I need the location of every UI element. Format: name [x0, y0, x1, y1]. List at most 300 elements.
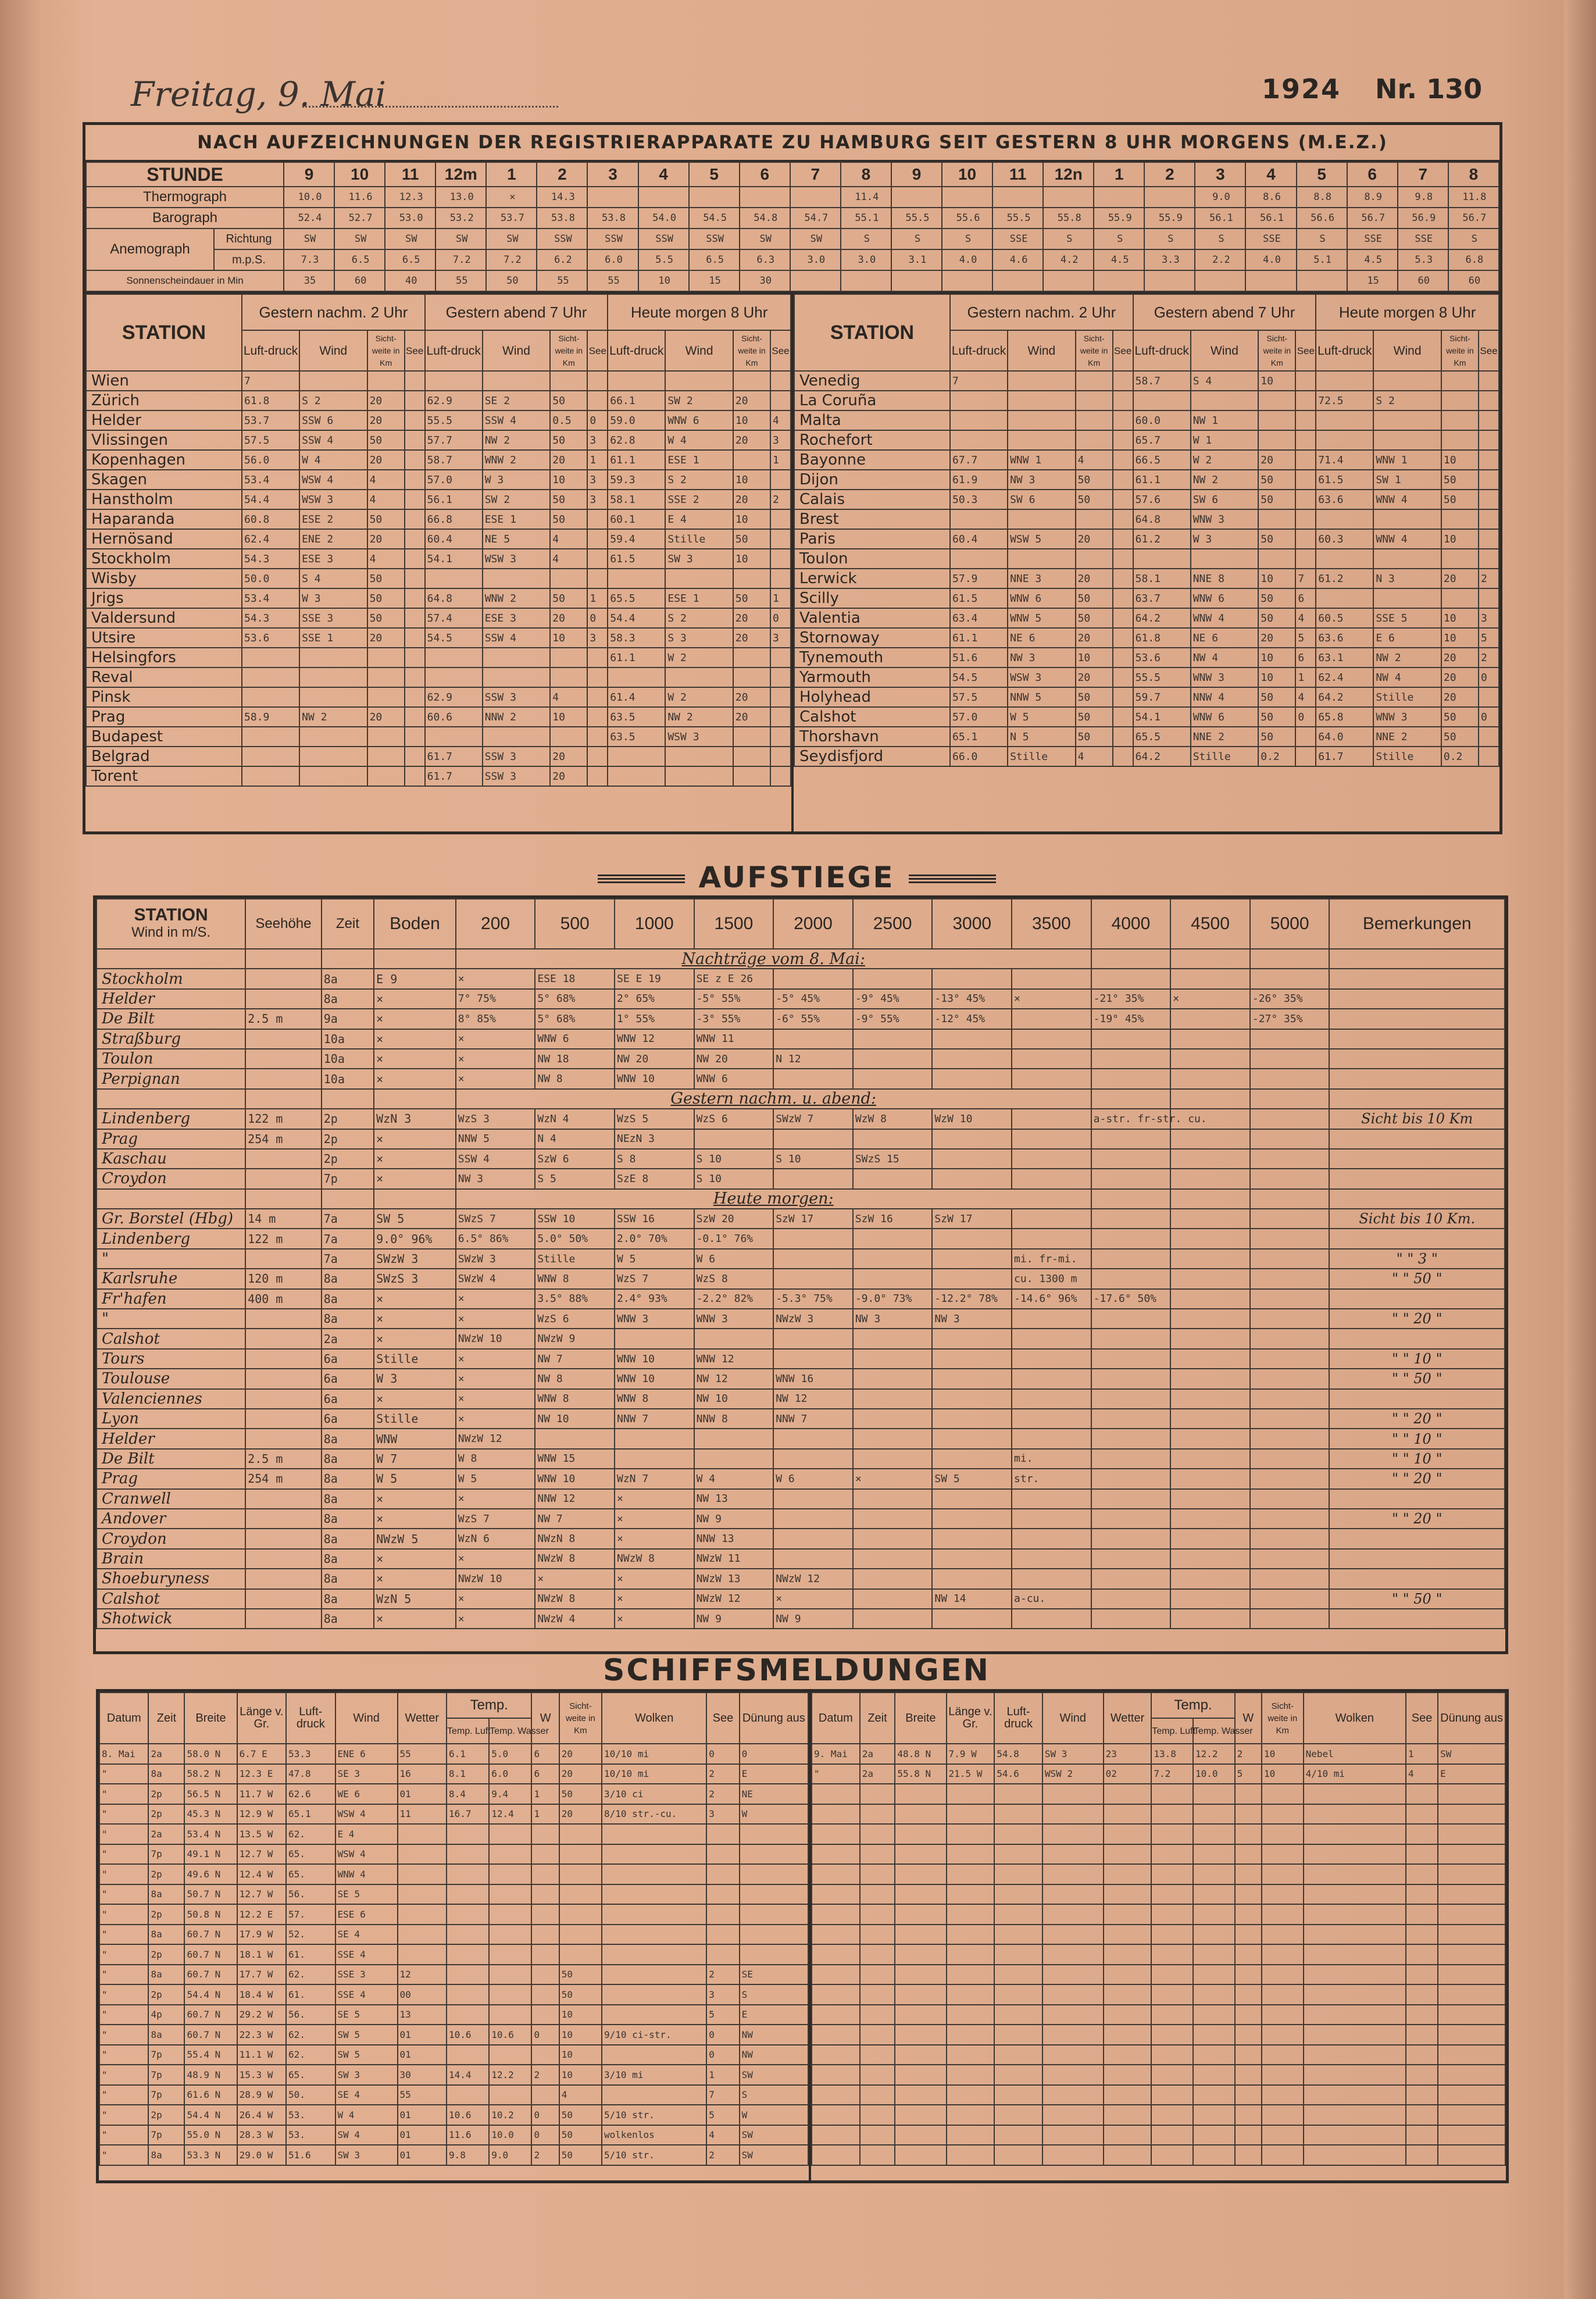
schiff-row — [99, 1925, 808, 1945]
schiff-value — [1193, 1944, 1235, 1965]
station-value: SSE 5 — [1373, 608, 1441, 628]
schiff-value: 4 — [706, 2125, 739, 2146]
schiff-value: 8a — [148, 1925, 184, 1945]
station-value: 63.4 — [950, 608, 1008, 628]
bemerkung-value — [1329, 1029, 1505, 1049]
registration-value: 3.3 — [1144, 249, 1195, 270]
level-value: × — [615, 1569, 694, 1588]
station-value — [733, 727, 770, 747]
schiff-value — [1042, 1984, 1104, 2005]
schiff-value: WSW 4 — [335, 1844, 398, 1865]
station-value — [550, 727, 587, 747]
level-value: NW 9 — [694, 1609, 774, 1629]
registration-value: 52.7 — [334, 208, 385, 229]
level-value — [773, 1509, 853, 1529]
level-value — [1170, 1289, 1250, 1309]
level-value: S 10 — [694, 1149, 774, 1169]
station-row — [86, 628, 791, 648]
station-value — [770, 648, 791, 667]
station-name: Helder — [86, 410, 242, 430]
seehoehe-value — [245, 1349, 322, 1369]
schiff-value: 5/10 str. — [602, 2145, 706, 2165]
level-value — [1170, 1149, 1250, 1169]
boden-value: E 9 — [374, 969, 456, 988]
schiff-col-label: Zeit — [860, 1693, 895, 1744]
station-name: Toulon — [794, 549, 950, 569]
schiff-value: 8a — [148, 1965, 184, 1985]
station-value: 54.3 — [242, 608, 299, 628]
empty-cell — [1170, 949, 1250, 969]
station-col-label: Luft-druck — [1316, 330, 1373, 371]
level-value — [615, 1449, 694, 1469]
level-value — [1091, 1429, 1171, 1448]
schiff-value: 7p — [148, 1844, 184, 1865]
boden-value: × — [374, 1329, 456, 1348]
level-value: WNW 8 — [535, 1269, 615, 1288]
station-value — [405, 509, 425, 529]
schiff-value — [1042, 1844, 1104, 1865]
schiff-value: 50 — [559, 1965, 602, 1985]
station-col-label: Sicht-weite in Km — [1441, 330, 1479, 371]
station-value: 20 — [367, 628, 405, 648]
schiff-value — [1304, 2005, 1406, 2025]
station-value — [1008, 391, 1076, 410]
schiff-value: 56.5 N — [184, 1784, 237, 1804]
schiff-value — [1406, 2105, 1438, 2125]
schiff-header — [812, 1693, 1505, 1718]
registration-value: 56.7 — [1448, 208, 1499, 229]
level-value: WNW 6 — [535, 1029, 615, 1049]
schiff-value: 54.4 N — [184, 2105, 237, 2125]
schiff-value — [947, 2085, 995, 2105]
station-value — [1295, 371, 1316, 391]
station-value: SSE 2 — [665, 490, 733, 509]
schiff-value — [398, 1844, 447, 1865]
level-value: NW 9 — [694, 1509, 774, 1529]
station-value — [405, 707, 425, 727]
schiff-value: 12.7 W — [237, 1884, 286, 1905]
boden-value: WzN 3 — [374, 1109, 456, 1129]
level-value: -14.6° 96% — [1012, 1289, 1091, 1309]
station-group-label: Gestern abend 7 Uhr — [1133, 294, 1316, 330]
station-value — [1113, 747, 1133, 766]
station-value — [587, 549, 608, 569]
station-value: E 6 — [1373, 628, 1441, 648]
station-value: WSW 4 — [299, 470, 367, 490]
schiff-row — [99, 2045, 808, 2065]
station-value — [1295, 509, 1316, 529]
station-value: 63.7 — [1133, 588, 1191, 608]
schiff-value — [706, 1844, 739, 1865]
schiff-value — [994, 2145, 1042, 2165]
station-value: 4 — [367, 490, 405, 509]
schiff-value — [947, 1984, 995, 2005]
seehoehe-value — [245, 1569, 322, 1588]
station-value — [405, 490, 425, 509]
aufstiege-station-name: De Bilt — [97, 1449, 245, 1469]
registration-row-label: Sonnenscheindauer in Min — [86, 270, 284, 291]
schiff-value — [740, 1925, 808, 1945]
registration-value: 12.3 — [385, 187, 435, 208]
schiff-value: NW — [740, 2045, 808, 2065]
station-value: 20 — [1076, 529, 1113, 549]
level-value: NWzW 13 — [694, 1569, 774, 1588]
schiff-value — [1193, 1965, 1235, 1985]
schiff-value: 54.4 N — [184, 1984, 237, 2005]
schiff-value — [1406, 1884, 1438, 1905]
schiff-row — [99, 2125, 808, 2146]
schiff-col-label: Breite — [895, 1693, 946, 1744]
station-value: 50 — [367, 588, 405, 608]
level-value — [1091, 1309, 1171, 1329]
station-value: W 2 — [665, 687, 733, 707]
registration-value: 10.0 — [284, 187, 334, 208]
schiff-value: " — [99, 1864, 148, 1884]
station-value: 50 — [550, 509, 587, 529]
schiff-value: 5 — [1235, 1764, 1262, 1784]
schiff-value: WSW 2 — [1042, 1764, 1104, 1784]
station-value: 63.6 — [1316, 490, 1373, 509]
station-value: SSW 4 — [299, 430, 367, 450]
schiff-value — [1042, 2145, 1104, 2165]
station-value — [1113, 707, 1133, 727]
schiff-value — [860, 2005, 895, 2025]
level-value — [1250, 1389, 1330, 1409]
level-value — [1170, 1469, 1250, 1488]
schiff-value: W — [740, 1804, 808, 1825]
schiff-value: 53.3 N — [184, 2145, 237, 2165]
station-value: NNW 2 — [483, 707, 551, 727]
schiff-value — [1262, 1965, 1304, 1985]
schiff-value: 10.6 — [489, 2025, 531, 2045]
level-value — [1170, 1489, 1250, 1509]
schiff-value: 28.9 W — [237, 2085, 286, 2105]
station-value — [1316, 509, 1373, 529]
level-value — [1250, 1549, 1330, 1569]
schiff-value — [1438, 1965, 1505, 1985]
station-value: 4 — [550, 549, 587, 569]
schiff-value: 02 — [1104, 1764, 1152, 1784]
registration-value: SW — [334, 229, 385, 249]
station-value — [587, 569, 608, 588]
schiff-value — [895, 2045, 946, 2065]
schiff-value — [860, 1965, 895, 1985]
temp-subheader: Temp. Luft — [447, 1718, 489, 1744]
station-group-header — [86, 294, 791, 330]
level-value: 2.4° 93% — [615, 1289, 694, 1309]
schiff-value — [1042, 2065, 1104, 2085]
level-value — [1170, 1169, 1250, 1188]
seehoehe-value — [245, 1149, 322, 1169]
aufstiege-station-name: Lyon — [97, 1409, 245, 1429]
station-value — [733, 371, 770, 391]
station-value: 71.4 — [1316, 450, 1373, 470]
station-value: 65.8 — [1316, 707, 1373, 727]
registration-value: 9.8 — [1398, 187, 1448, 208]
registration-value: 3.1 — [891, 249, 942, 270]
station-value — [733, 766, 770, 786]
station-value: 59.4 — [608, 529, 665, 549]
registration-value: 60 — [334, 270, 385, 291]
registration-value: 11.4 — [841, 187, 891, 208]
level-value — [853, 1609, 933, 1629]
station-value: 0 — [1479, 707, 1499, 727]
station-value: 61.7 — [425, 766, 483, 786]
level-header: 4500 — [1170, 899, 1250, 949]
empty-cell — [97, 1189, 245, 1209]
zeit-value: 2p — [322, 1129, 374, 1149]
schiff-value — [1104, 1944, 1152, 1965]
schiff-value: " — [99, 2085, 148, 2105]
schiff-value — [398, 1904, 447, 1925]
schiff-value — [1438, 2025, 1505, 2045]
schiff-row — [99, 2145, 808, 2165]
schiff-value — [1406, 1904, 1438, 1925]
schiff-value: 5 — [706, 2005, 739, 2025]
bemerkung-value — [1329, 1609, 1505, 1629]
schiff-value — [1151, 1965, 1193, 1985]
registration-value: SW — [435, 229, 486, 249]
schiff-value: 13.5 W — [237, 1824, 286, 1844]
level-value: NW 8 — [535, 1069, 615, 1088]
station-value — [1076, 509, 1113, 529]
station-row — [794, 529, 1499, 549]
level-value — [1091, 969, 1171, 988]
registration-value — [790, 187, 841, 208]
schiff-value: 11 — [398, 1804, 447, 1825]
schiff-value — [489, 1824, 531, 1844]
station-value: 10 — [733, 549, 770, 569]
station-value — [770, 707, 791, 727]
station-value: 61.5 — [950, 588, 1008, 608]
station-value — [1113, 410, 1133, 430]
schiff-value — [994, 2085, 1042, 2105]
station-row — [794, 727, 1499, 747]
registration-row — [86, 208, 1499, 229]
registration-value: SW — [385, 229, 435, 249]
station-value — [1113, 391, 1133, 410]
schiff-value: W 4 — [335, 2105, 398, 2125]
schiff-value — [1406, 1965, 1438, 1985]
schiff-value: 3/10 ci — [602, 1784, 706, 1804]
schiff-value: 14.4 — [447, 2065, 489, 2085]
registration-value: 52.4 — [284, 208, 334, 229]
boden-value: 9.0° 96% — [374, 1229, 456, 1248]
schiff-value — [1042, 1904, 1104, 1925]
schiff-value: " — [99, 2105, 148, 2125]
station-value: 64.8 — [425, 588, 483, 608]
schiff-value: 10 — [559, 2065, 602, 2085]
station-value: WNW 2 — [483, 588, 551, 608]
schiff-value: SW — [740, 2145, 808, 2165]
schiff-value — [740, 1864, 808, 1884]
station-value — [550, 648, 587, 667]
level-value: × — [615, 1489, 694, 1509]
seehoehe-value — [245, 1549, 322, 1569]
empty-cell — [322, 1089, 374, 1109]
station-value: SW 3 — [665, 549, 733, 569]
registration-value: 53.7 — [486, 208, 537, 229]
schiff-value: " — [99, 1925, 148, 1945]
schiff-value — [812, 2085, 860, 2105]
schiff-value — [602, 2005, 706, 2025]
level-value: WzS 8 — [694, 1269, 774, 1288]
level-value: SE E 19 — [615, 969, 694, 988]
registration-value: 56.9 — [1398, 208, 1448, 229]
registration-value: 8.8 — [1297, 187, 1347, 208]
registration-value — [992, 270, 1043, 291]
registration-row — [86, 187, 1499, 208]
boden-value: WNW — [374, 1429, 456, 1448]
hour-cell: 12n — [1043, 162, 1094, 187]
schiff-row — [812, 1944, 1505, 1965]
schiff-value — [489, 1944, 531, 1965]
boden-value: W 7 — [374, 1449, 456, 1469]
level-value: ESE 18 — [535, 969, 615, 988]
schiff-value — [1406, 2045, 1438, 2065]
bemerkung-value — [1329, 989, 1505, 1009]
level-value: SE z E 26 — [694, 969, 774, 988]
aufstiege-station-name: Tours — [97, 1349, 245, 1369]
station-value: 57.6 — [1133, 490, 1191, 509]
schiff-value: 10 — [559, 2025, 602, 2045]
station-name: Calshot — [794, 707, 950, 727]
level-value — [853, 1529, 933, 1548]
registration-value: S — [1094, 229, 1144, 249]
bemerkung-value: Sicht bis 10 Km. — [1329, 1209, 1505, 1229]
level-value: -9° 45% — [853, 989, 933, 1009]
hour-row — [86, 162, 1499, 187]
station-value: 50 — [1258, 727, 1295, 747]
station-name: Venedig — [794, 371, 950, 391]
schiff-value — [1406, 1864, 1438, 1884]
schiff-value: 10.0 — [1193, 1764, 1235, 1784]
registration-value — [740, 187, 790, 208]
station-name: Stockholm — [86, 549, 242, 569]
schiff-value — [1235, 2085, 1262, 2105]
station-value: 5 — [1295, 628, 1316, 648]
level-value — [694, 1329, 774, 1348]
station-value — [1441, 588, 1479, 608]
seehoehe-value — [245, 1309, 322, 1329]
registration-value: SSW — [638, 229, 689, 249]
level-value: W 4 — [694, 1469, 774, 1488]
zeit-value: 7a — [322, 1249, 374, 1269]
schiff-value — [1151, 1944, 1193, 1965]
level-value — [1170, 1209, 1250, 1229]
schiff-value: 61. — [286, 1984, 335, 2005]
schiff-value — [1235, 2025, 1262, 2045]
schiff-value: 53.3 — [286, 1744, 335, 1764]
hour-cell: 3 — [1195, 162, 1245, 187]
bemerkung-value — [1329, 1329, 1505, 1348]
station-value: 53.7 — [242, 410, 299, 430]
aufstiege-station-name: Calshot — [97, 1589, 245, 1609]
schiff-value: 0 — [531, 2105, 559, 2125]
schiff-col-label: Sicht-weite in Km — [559, 1693, 602, 1744]
level-value: W 5 — [456, 1469, 535, 1488]
schiff-value — [1304, 2085, 1406, 2105]
aufstiege-station-name: Croydon — [97, 1529, 245, 1548]
zeit-value: 8a — [322, 1609, 374, 1629]
station-value — [550, 667, 587, 687]
station-value — [1258, 410, 1295, 430]
level-value: × — [456, 1409, 535, 1429]
schiff-value — [740, 1884, 808, 1905]
schiff-value: 7p — [148, 2045, 184, 2065]
schiff-value: 51.6 — [286, 2145, 335, 2165]
station-value: 20 — [1076, 569, 1113, 588]
schiff-row — [812, 2025, 1505, 2045]
schiff-value — [947, 2105, 995, 2125]
level-value: NW 3 — [456, 1169, 535, 1188]
station-value: S 2 — [665, 608, 733, 628]
schiff-value — [1304, 1984, 1406, 2005]
level-value: × — [456, 1349, 535, 1369]
level-value — [1091, 1609, 1171, 1629]
station-value: NW 2 — [1191, 470, 1259, 490]
station-value: NW 4 — [1373, 667, 1441, 687]
anemograph-label: Anemograph — [86, 229, 214, 270]
station-value: 50 — [1076, 470, 1113, 490]
station-value: WNW 4 — [1373, 529, 1441, 549]
schiff-col-label: See — [706, 1693, 739, 1744]
schiff-value — [1262, 2145, 1304, 2165]
level-value — [1091, 1329, 1171, 1348]
schiff-value — [489, 1984, 531, 2005]
schiff-col-label: Breite — [184, 1693, 237, 1744]
registration-value: 56.1 — [1195, 208, 1245, 229]
station-value: 65.5 — [1133, 727, 1191, 747]
seehoehe-value: 122 m — [245, 1109, 322, 1129]
boden-value: × — [374, 989, 456, 1009]
level-value — [1250, 1229, 1330, 1248]
schiff-value — [1304, 2065, 1406, 2085]
schiff-value: 50 — [559, 1784, 602, 1804]
level-value — [773, 1069, 853, 1088]
schiff-value: SW 3 — [335, 2065, 398, 2085]
level-value: WzW 8 — [853, 1109, 933, 1129]
station-row — [86, 391, 791, 410]
schiff-value — [1262, 2045, 1304, 2065]
level-value: WNW 15 — [535, 1449, 615, 1469]
station-value: 4 — [550, 529, 587, 549]
bemerkung-value — [1329, 1549, 1505, 1569]
station-value — [1008, 509, 1076, 529]
station-row — [794, 549, 1499, 569]
schiff-value — [447, 1864, 489, 1884]
seehoehe-value — [245, 1589, 322, 1609]
station-value: 50 — [1076, 490, 1113, 509]
schiff-value: 01 — [398, 2025, 447, 2045]
registration-value: SW — [790, 229, 841, 249]
station-value — [242, 727, 299, 747]
level-value: S 8 — [615, 1149, 694, 1169]
schiff-value: 55.4 N — [184, 2045, 237, 2065]
schiff-value: 12.2 — [1193, 1744, 1235, 1764]
level-value — [1250, 1329, 1330, 1348]
registration-value: 8.6 — [1245, 187, 1296, 208]
station-col-label: See — [1295, 330, 1316, 371]
schiff-value — [1262, 2105, 1304, 2125]
station-value: 60.4 — [950, 529, 1008, 549]
level-value — [1012, 1389, 1091, 1409]
seehoehe-value: 400 m — [245, 1289, 322, 1309]
schiff-col-label: W — [531, 1693, 559, 1744]
schiff-value — [1042, 2125, 1104, 2146]
seehoehe-value: 254 m — [245, 1129, 322, 1149]
station-value: 58.1 — [608, 490, 665, 509]
